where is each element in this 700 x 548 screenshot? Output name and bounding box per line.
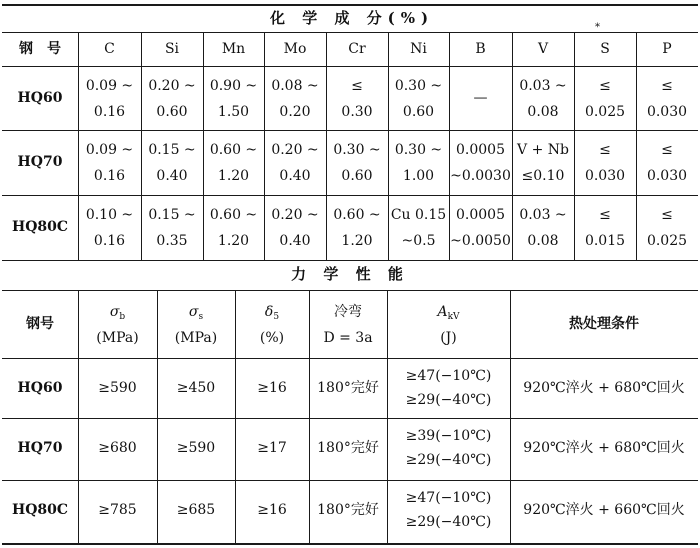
property-unit: (J) — [440, 330, 457, 346]
table2-title: 力 学 性 能 — [291, 265, 409, 283]
property-header — [387, 304, 510, 325]
composition-cell: 0.03 ~ — [519, 78, 567, 94]
element-header-s: S — [600, 41, 610, 57]
rule-t2-row2 — [2, 480, 698, 481]
composition-cell: 0.0005 — [456, 142, 505, 158]
composition-cell: 0.16 — [93, 233, 126, 249]
property-symbol: 冷弯 — [334, 304, 362, 320]
composition-cell: 0.30 — [341, 104, 373, 120]
composition-cell: ~0.0030 — [450, 168, 511, 184]
composition-cell: ~0.0050 — [450, 233, 511, 249]
rule-t2-title — [2, 290, 698, 291]
impact-energy-cell: ≥39(−10℃) — [405, 428, 492, 444]
composition-cell: 0.08 — [527, 104, 559, 120]
composition-cell: 0.030 — [646, 168, 688, 184]
grade-cell: HQ70 — [17, 440, 63, 456]
composition-cell: 0.20 — [279, 104, 311, 120]
grade-cell: HQ60 — [17, 380, 63, 396]
composition-cell: 0.16 — [93, 168, 126, 184]
property-header — [157, 304, 235, 325]
property-unit: (MPa) — [174, 330, 218, 346]
bend-test-cell: 180°完好 — [317, 380, 379, 396]
footnote-mark: * — [595, 22, 600, 33]
composition-cell: 1.20 — [217, 168, 250, 184]
composition-cell: 0.40 — [279, 168, 311, 184]
composition-cell: 0.30 ~ — [394, 142, 443, 158]
grade-header: 钢号 — [26, 316, 54, 332]
composition-cell: 0.40 — [279, 233, 311, 249]
rule-t2-header — [2, 358, 698, 359]
composition-cell: ≤ — [599, 207, 611, 223]
composition-cell: 0.90 ~ — [209, 78, 258, 94]
composition-cell: 0.025 — [584, 104, 626, 120]
property-subscript: b — [119, 312, 126, 322]
composition-cell: 0.20 ~ — [148, 78, 196, 94]
property-symbol: A — [437, 304, 448, 320]
yield-strength-cell: ≥590 — [176, 440, 216, 456]
element-header-cr: Cr — [348, 41, 366, 57]
rule-t1-title — [2, 32, 698, 33]
property-header — [309, 304, 387, 320]
property-header — [235, 304, 309, 325]
property-unit: (%) — [259, 330, 285, 346]
composition-cell: 0.025 — [646, 233, 688, 249]
composition-cell: 0.60 — [156, 104, 188, 120]
tensile-strength-cell: ≥785 — [98, 502, 137, 518]
heat-treatment-cell: 920℃淬火 + 660℃回火 — [523, 502, 685, 518]
composition-cell: 0.35 — [156, 233, 188, 249]
composition-cell: ≤0.10 — [521, 168, 565, 184]
grade-cell: HQ80C — [11, 502, 69, 518]
tensile-strength-cell: ≥590 — [98, 380, 137, 396]
bend-test-cell: 180°完好 — [317, 440, 379, 456]
composition-cell: 0.60 — [402, 104, 435, 120]
bend-test-cell: 180°完好 — [317, 502, 379, 518]
rule-t1-header — [2, 66, 698, 67]
composition-cell: — — [473, 90, 488, 106]
composition-cell: 0.60 ~ — [209, 142, 258, 158]
composition-cell: 1.20 — [341, 233, 373, 249]
composition-cell: ~0.5 — [401, 233, 436, 249]
composition-cell: 0.09 ~ — [85, 78, 134, 94]
composition-cell: 0.15 ~ — [148, 142, 196, 158]
composition-cell: 0.16 — [93, 104, 126, 120]
composition-cell: 0.015 — [584, 233, 626, 249]
element-header-mn: Mn — [221, 41, 246, 57]
property-unit: (MPa) — [96, 330, 139, 346]
impact-energy-cell: ≥29(−40℃) — [405, 514, 492, 530]
impact-energy-cell: ≥47(−10℃) — [405, 368, 492, 384]
table1-title: 化 学 成 分(%) — [270, 9, 435, 27]
rule-t2-row1 — [2, 418, 698, 419]
composition-cell: ≤ — [661, 142, 673, 158]
yield-strength-cell: ≥450 — [176, 380, 216, 396]
composition-cell: V + Nb — [517, 142, 569, 158]
impact-energy-cell: ≥29(−40℃) — [405, 452, 492, 468]
element-header-v: V — [537, 41, 549, 57]
composition-cell: 0.60 ~ — [333, 207, 381, 223]
property-unit: D = 3a — [323, 330, 373, 346]
element-header-p: P — [662, 41, 672, 57]
element-header-b: B — [475, 41, 486, 57]
property-symbol: δ — [264, 304, 274, 320]
composition-cell: ≤ — [351, 78, 363, 94]
rule-t1-row3 — [2, 260, 698, 261]
rule-t1-row1 — [2, 130, 698, 131]
composition-cell: Cu 0.15 — [390, 207, 447, 223]
composition-cell: 0.60 ~ — [209, 207, 258, 223]
element-header-si: Si — [164, 41, 180, 57]
composition-cell: 1.20 — [217, 233, 250, 249]
property-symbol: σ — [188, 304, 199, 320]
impact-energy-cell: ≥47(−10℃) — [405, 490, 492, 506]
composition-cell: 0.08 — [527, 233, 559, 249]
element-header-mo: Mo — [283, 41, 307, 57]
elongation-cell: ≥16 — [257, 502, 287, 518]
heat-treatment-cell: 920℃淬火 + 680℃回火 — [523, 380, 685, 396]
composition-cell: 0.30 ~ — [333, 142, 381, 158]
composition-cell: 0.030 — [584, 168, 626, 184]
elongation-cell: ≥17 — [257, 440, 287, 456]
heat-treatment-header: 热处理条件 — [569, 316, 639, 332]
composition-cell: 1.00 — [402, 168, 435, 184]
property-subscript: kV — [447, 312, 460, 322]
composition-cell: 0.20 ~ — [271, 207, 319, 223]
composition-cell: 0.0005 — [456, 207, 505, 223]
composition-cell: 0.09 ~ — [85, 142, 134, 158]
element-header-ni: Ni — [410, 41, 427, 57]
grade-cell: HQ80C — [11, 219, 69, 235]
composition-cell: 0.15 ~ — [148, 207, 196, 223]
composition-cell: ≤ — [661, 207, 673, 223]
property-header — [78, 304, 157, 325]
composition-cell: ≤ — [599, 142, 611, 158]
element-header-c: C — [104, 41, 115, 57]
composition-cell: 0.10 ~ — [85, 207, 134, 223]
composition-cell: 0.08 ~ — [271, 78, 319, 94]
tensile-strength-cell: ≥680 — [98, 440, 137, 456]
composition-cell: 0.03 ~ — [519, 207, 567, 223]
impact-energy-cell: ≥29(−40℃) — [405, 392, 492, 408]
property-subscript: 5 — [273, 312, 280, 322]
rule-bottom — [2, 543, 698, 545]
rule-top — [2, 4, 698, 6]
composition-cell: ≤ — [599, 78, 611, 94]
grade-header: 钢 号 — [19, 41, 61, 57]
yield-strength-cell: ≥685 — [176, 502, 216, 518]
heat-treatment-cell: 920℃淬火 + 680℃回火 — [523, 440, 685, 456]
composition-cell: ≤ — [661, 78, 673, 94]
property-symbol: σ — [109, 304, 120, 320]
grade-cell: HQ70 — [17, 154, 63, 170]
property-subscript: s — [198, 312, 204, 322]
rule-t1-row2 — [2, 195, 698, 196]
composition-cell: 0.030 — [646, 104, 688, 120]
elongation-cell: ≥16 — [257, 380, 287, 396]
grade-cell: HQ60 — [17, 90, 63, 106]
composition-cell: 0.20 ~ — [271, 142, 319, 158]
composition-cell: 0.60 — [341, 168, 373, 184]
composition-cell: 0.30 ~ — [394, 78, 443, 94]
composition-cell: 0.40 — [156, 168, 188, 184]
composition-cell: 1.50 — [217, 104, 250, 120]
